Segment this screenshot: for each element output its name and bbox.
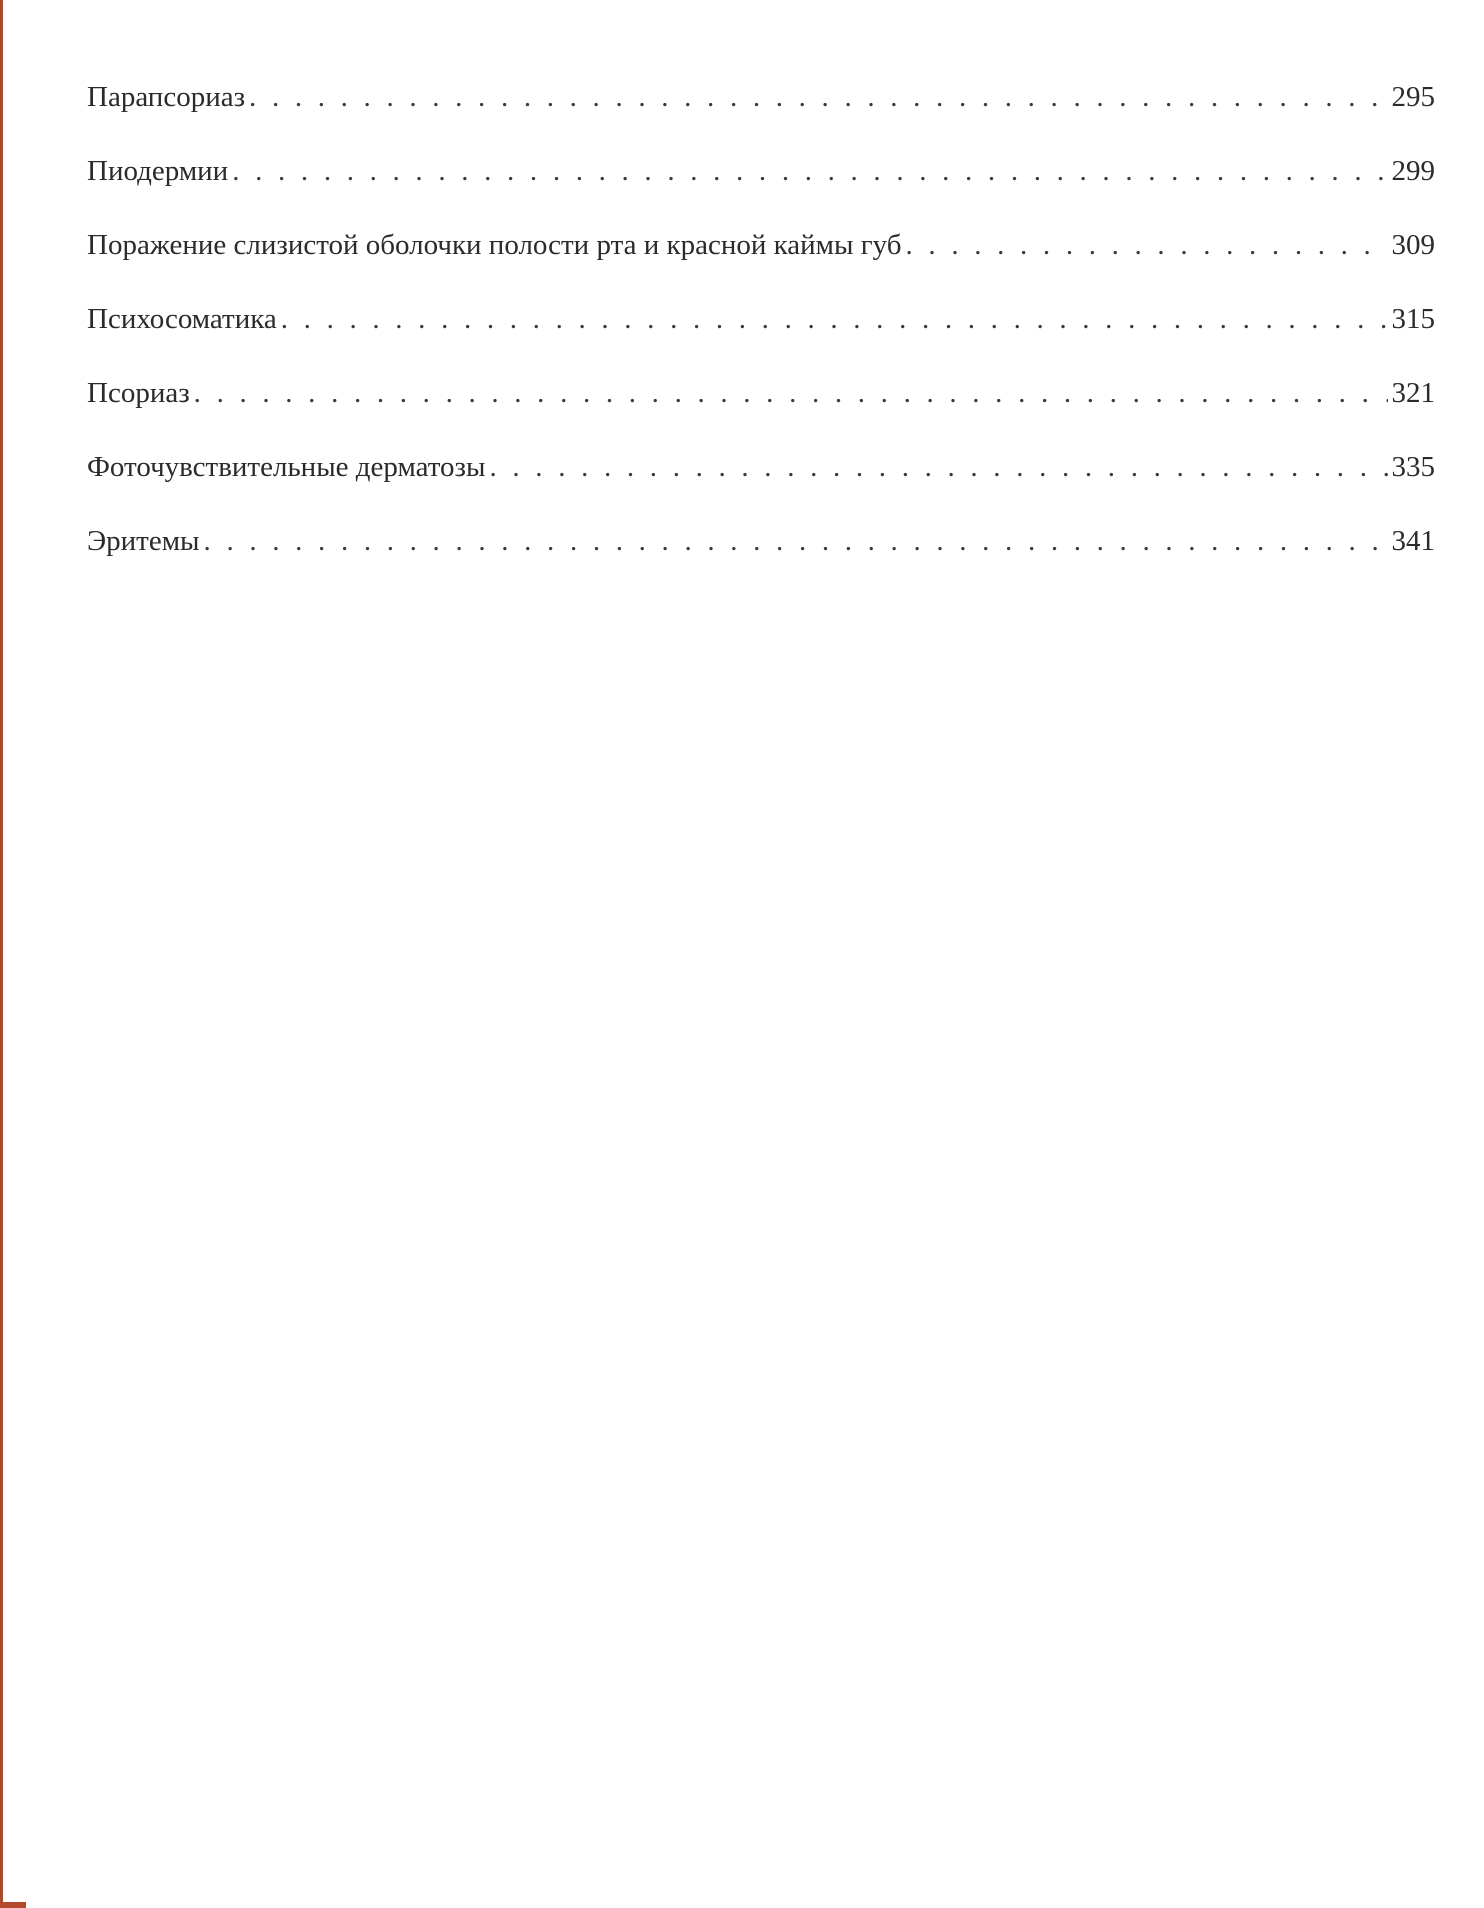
toc-entry-page: 321	[1391, 377, 1435, 409]
cover-edge	[0, 0, 3, 1908]
toc-leader-dots	[281, 294, 1388, 344]
toc-entry-title: Психосоматика	[87, 303, 277, 335]
toc-leader-dots	[232, 146, 1387, 196]
toc-leader-dots	[194, 368, 1388, 418]
cover-edge-mark	[0, 1902, 26, 1908]
toc-entry-title: Поражение слизистой оболочки полости рта и красной каймы губ	[87, 229, 902, 261]
toc-entry[interactable]	[87, 220, 1435, 294]
toc-entry-page: 299	[1391, 155, 1435, 187]
toc-entry[interactable]	[87, 294, 1435, 368]
toc-leader-dots	[249, 72, 1387, 122]
toc-entry-page: 309	[1391, 229, 1435, 261]
toc-entry-page: 335	[1391, 451, 1435, 483]
toc-entry[interactable]	[87, 368, 1435, 442]
toc-leader-dots	[204, 516, 1388, 566]
toc-entry-title: Эритемы	[87, 525, 200, 557]
toc-entry[interactable]	[87, 146, 1435, 220]
toc-entry-page: 341	[1391, 525, 1435, 557]
toc-entry-title: Парапсориаз	[87, 81, 246, 113]
table-of-contents	[87, 72, 1435, 590]
toc-entry[interactable]	[87, 72, 1435, 146]
toc-entry-title: Пиодермии	[87, 155, 229, 187]
toc-leader-dots	[906, 220, 1388, 270]
toc-entry-page: 295	[1391, 81, 1435, 113]
toc-entry[interactable]	[87, 516, 1435, 590]
toc-entry[interactable]	[87, 442, 1435, 516]
toc-leader-dots	[490, 442, 1388, 492]
toc-entry-page: 315	[1391, 303, 1435, 335]
toc-entry-title: Фоточувствительные дерматозы	[87, 451, 486, 483]
toc-entry-title: Псориаз	[87, 377, 190, 409]
